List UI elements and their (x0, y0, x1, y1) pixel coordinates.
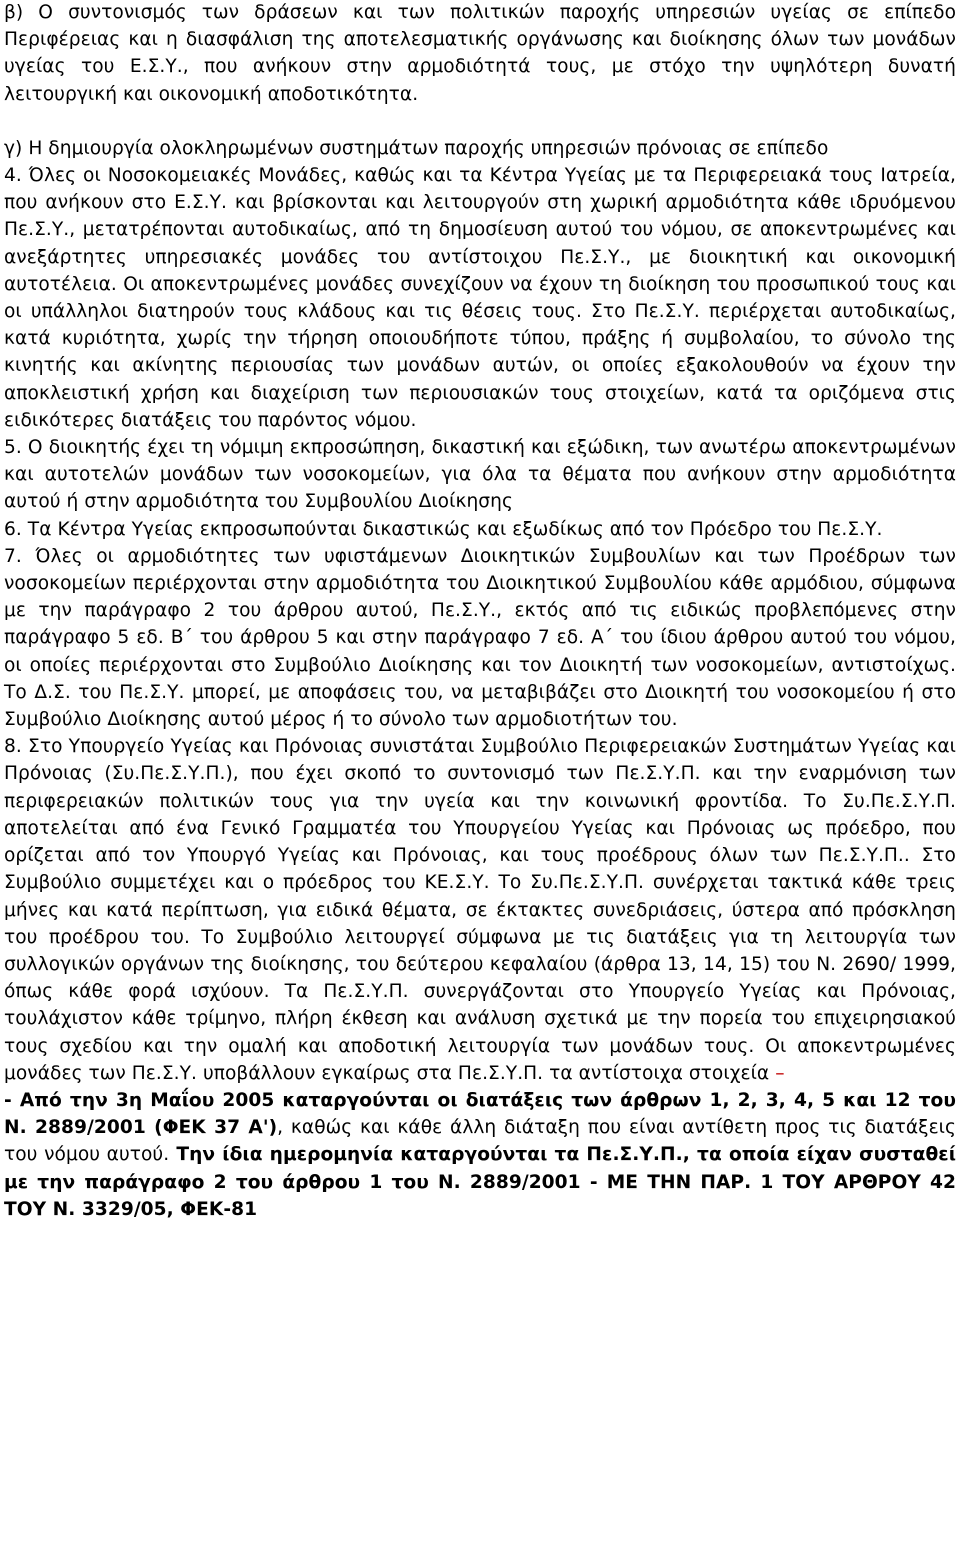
paragraph-item-8-text: 8. Στο Υπουργείο Υγείας και Πρόνοιας συνιστάται Συμβούλιο Περιφερειακών Συστημάτων Υγείας και Πρόνοιας (Συ.Πε.Σ.Υ.Π.), που έχει σκοπό το συντονισμό των Πε.Σ.Υ.Π. και την εναρμόνιση των περιφερειακών πολιτικών τους για την υγεία και την κοινωνική φροντίδα. Το Συ.Πε.Σ.Υ.Π. αποτελείται από ένα Γενικό Γραμματέα του Υπουργείου Υγείας και Πρόνοιας ως πρόεδρο, που ορίζεται από τον Υπουργό Υγείας και Πρόνοιας, και τους προέδρους όλων των Πε.Σ.Υ.Π.. Στο Συμβούλιο συμμετέχει και ο πρόεδρος του ΚΕ.Σ.Υ. Το Συ.Πε.Σ.Υ.Π. συνέρχεται τακτικά κάθε τρεις μήνες και κατά περίπτωση, για ειδικά θέματα, σε έκτακτες συνεδριάσεις, ύστερα από πρόσκληση του προέδρου του. Το Συμβούλιο λειτουργεί σύμφωνα με τις διατάξεις για τη λειτουργία των συλλογικών οργάνων της διοίκησης, του δεύτερου κεφαλαίου (άρθρα 13, 14, 15) του Ν. 2690/ 1999, όπως κάθε φορά ισχύουν. Τα Πε.Σ.Υ.Π. συνεργάζονται στο Υπουργείο Υγείας και Πρόνοιας, τουλάχιστον κάθε τρίμηνο, πλήρη έκθεση και ανάλυση σχετικά με την πορεία του επιχειρησιακού τους σχεδίου και την ομαλή και αποδοτική λειτουργία των μονάδων τους. Οι αποκεντρωμένες μονάδες των Πε.Σ.Υ. υποβάλλουν εγκαίρως στα Πε.Σ.Υ.Π. τα αντίστοιχα στοιχεία (4, 736, 956, 1084)
paragraph-item-8 (4, 733, 956, 1087)
paragraph-item-6-text: 6. Τα Κέντρα Υγείας εκπροσωπούνται δικαστικώς και εξωδίκως από τον Πρόεδρο του Πε.Σ.Υ. (4, 518, 883, 540)
paragraph-item-7-text: 7. Όλες οι αρμοδιότητες των υφιστάμενων Διοικητικών Συμβουλίων και των Προέδρων των νοσοκομείων περιέρχονται στην αρμοδιότητα του Διοικητικού Συμβουλίου κάθε αρμόδιου, σύμφωνα με την παράγραφο 2 του άρθρου αυτού, Πε.Σ.Υ., εκτός από τις ειδικώς προβλεπόμενες στην παράγραφο 5 εδ. Β΄ του άρθρου 5 και στην παράγραφο 7 εδ. Α΄ του ίδιου άρθρου αυτού του νόμου, οι οποίες περιέρχονται στο Συμβούλιο Διοίκησης και τον Διοικητή των νοσοκομείων, αντιστοίχως. Το Δ.Σ. του Πε.Σ.Υ. μπορεί, με αποφάσεις του, να μεταβιβάζει στο Διοικητή του νοσοκομείου ή στο Συμβούλιο Διοίκησης αυτού μέρος ή το σύνολο των αρμοδιοτήτων του. (4, 545, 956, 731)
paragraph-final (4, 1087, 956, 1223)
paragraph-beta (4, 0, 956, 108)
paragraph-item-5-text: 5. Ο διοικητής έχει τη νόμιμη εκπροσώπηση, δικαστική και εξώδικη, των ανωτέρω αποκεντρωμένων και αυτοτελών μονάδων των νοσοκομείων, για όλα τα θέματα που ανήκουν στην αρμοδιότητα αυτού ή στην αρμοδιότητα του Συμβουλίου Διοίκησης (4, 437, 956, 513)
paragraph-item-4 (4, 162, 956, 434)
paragraph-gamma (4, 135, 956, 162)
paragraph-item-4-text: 4. Όλες οι Νοσοκομειακές Μονάδες, καθώς και τα Κέντρα Υγείας με τα Περιφερειακά τους Ιατρεία, που ανήκουν στο Ε.Σ.Υ. και βρίσκονται και λειτουργούν στη χωρική αρμοδιότητα κάθε ιδρυόμενου Πε.Σ.Υ., μετατρέπονται αυτοδικαίως, από τη δημοσίευση αυτού του νόμου, σε αποκεντρωμένες και ανεξάρτητες υπηρεσιακές μονάδες του αντίστοιχου Πε.Σ.Υ., με διοικητική και οικονομική αυτοτέλεια. Οι αποκεντρωμένες μονάδες συνεχίζουν να έχουν τη διοίκηση του προσωπικού τους και οι υπάλληλοι διατηρούν τους κλάδους και τις θέσεις τους. Στο Πε.Σ.Υ. περιέρχεται αυτοδικαίως, κατά κυριότητα, χωρίς την τήρηση οποιουδήποτε τύπου, πράξης ή συμβολαίου, το σύνολο της κινητής και ακίνητης περιουσίας των μονάδων αυτών, οι οποίες εξακολουθούν να έχουν την αποκλειστική χρήση και διαχείριση των περιουσιακών τους στοιχείων, κατά τα οριζόμενα στις ειδικότερες διατάξεις του παρόντος νόμου. (4, 165, 956, 431)
paragraph-final-bold-2: Την ίδια ημερομηνία καταργούνται τα Πε.Σ.Υ.Π., τα οποία είχαν συσταθεί με την παράγραφο 2 του άρθρου 1 του Ν. 2889/2001 - ΜΕ ΤΗΝ ΠΑΡ. 1 ΤΟΥ ΑΡΘΡΟΥ 42 ΤΟΥ Ν. 3329/05, ΦΕΚ-81 (4, 1144, 956, 1220)
paragraph-final-bold-1: - Από την 3η Μαΐου 2005 καταργούνται οι διατάξεις των άρθρων 1, 2, 3, 4, 5 και 12 του Ν. 2889/2001 (ΦΕΚ 37 Α') (4, 1089, 956, 1139)
paragraph-gamma-text: γ) Η δημιουργία ολοκληρωμένων συστημάτων παροχής υπηρεσιών πρόνοιας σε επίπεδο (4, 137, 829, 159)
paragraph-item-7 (4, 543, 956, 733)
paragraph-item-6 (4, 516, 956, 543)
paragraph-item-8-dash: – (775, 1062, 785, 1084)
paragraph-item-5 (4, 434, 956, 516)
paragraph-beta-text: β) Ο συντονισμός των δράσεων και των πολιτικών παροχής υπηρεσιών υγείας σε επίπεδο Περιφέρειας και η διασφάλιση της αποτελεσματικής οργάνωσης και διοίκησης όλων των μονάδων υγείας του Ε.Σ.Υ., που ανήκουν στην αρμοδιότητά τους, με στόχο την υψηλότερη δυνατή λειτουργική και οικονομική αποδοτικότητα. (4, 2, 956, 105)
paragraph-final-normal: , καθώς και κάθε άλλη διάταξη που είναι αντίθετη προς τις διατάξεις του νόμου αυτού. (4, 1117, 956, 1166)
